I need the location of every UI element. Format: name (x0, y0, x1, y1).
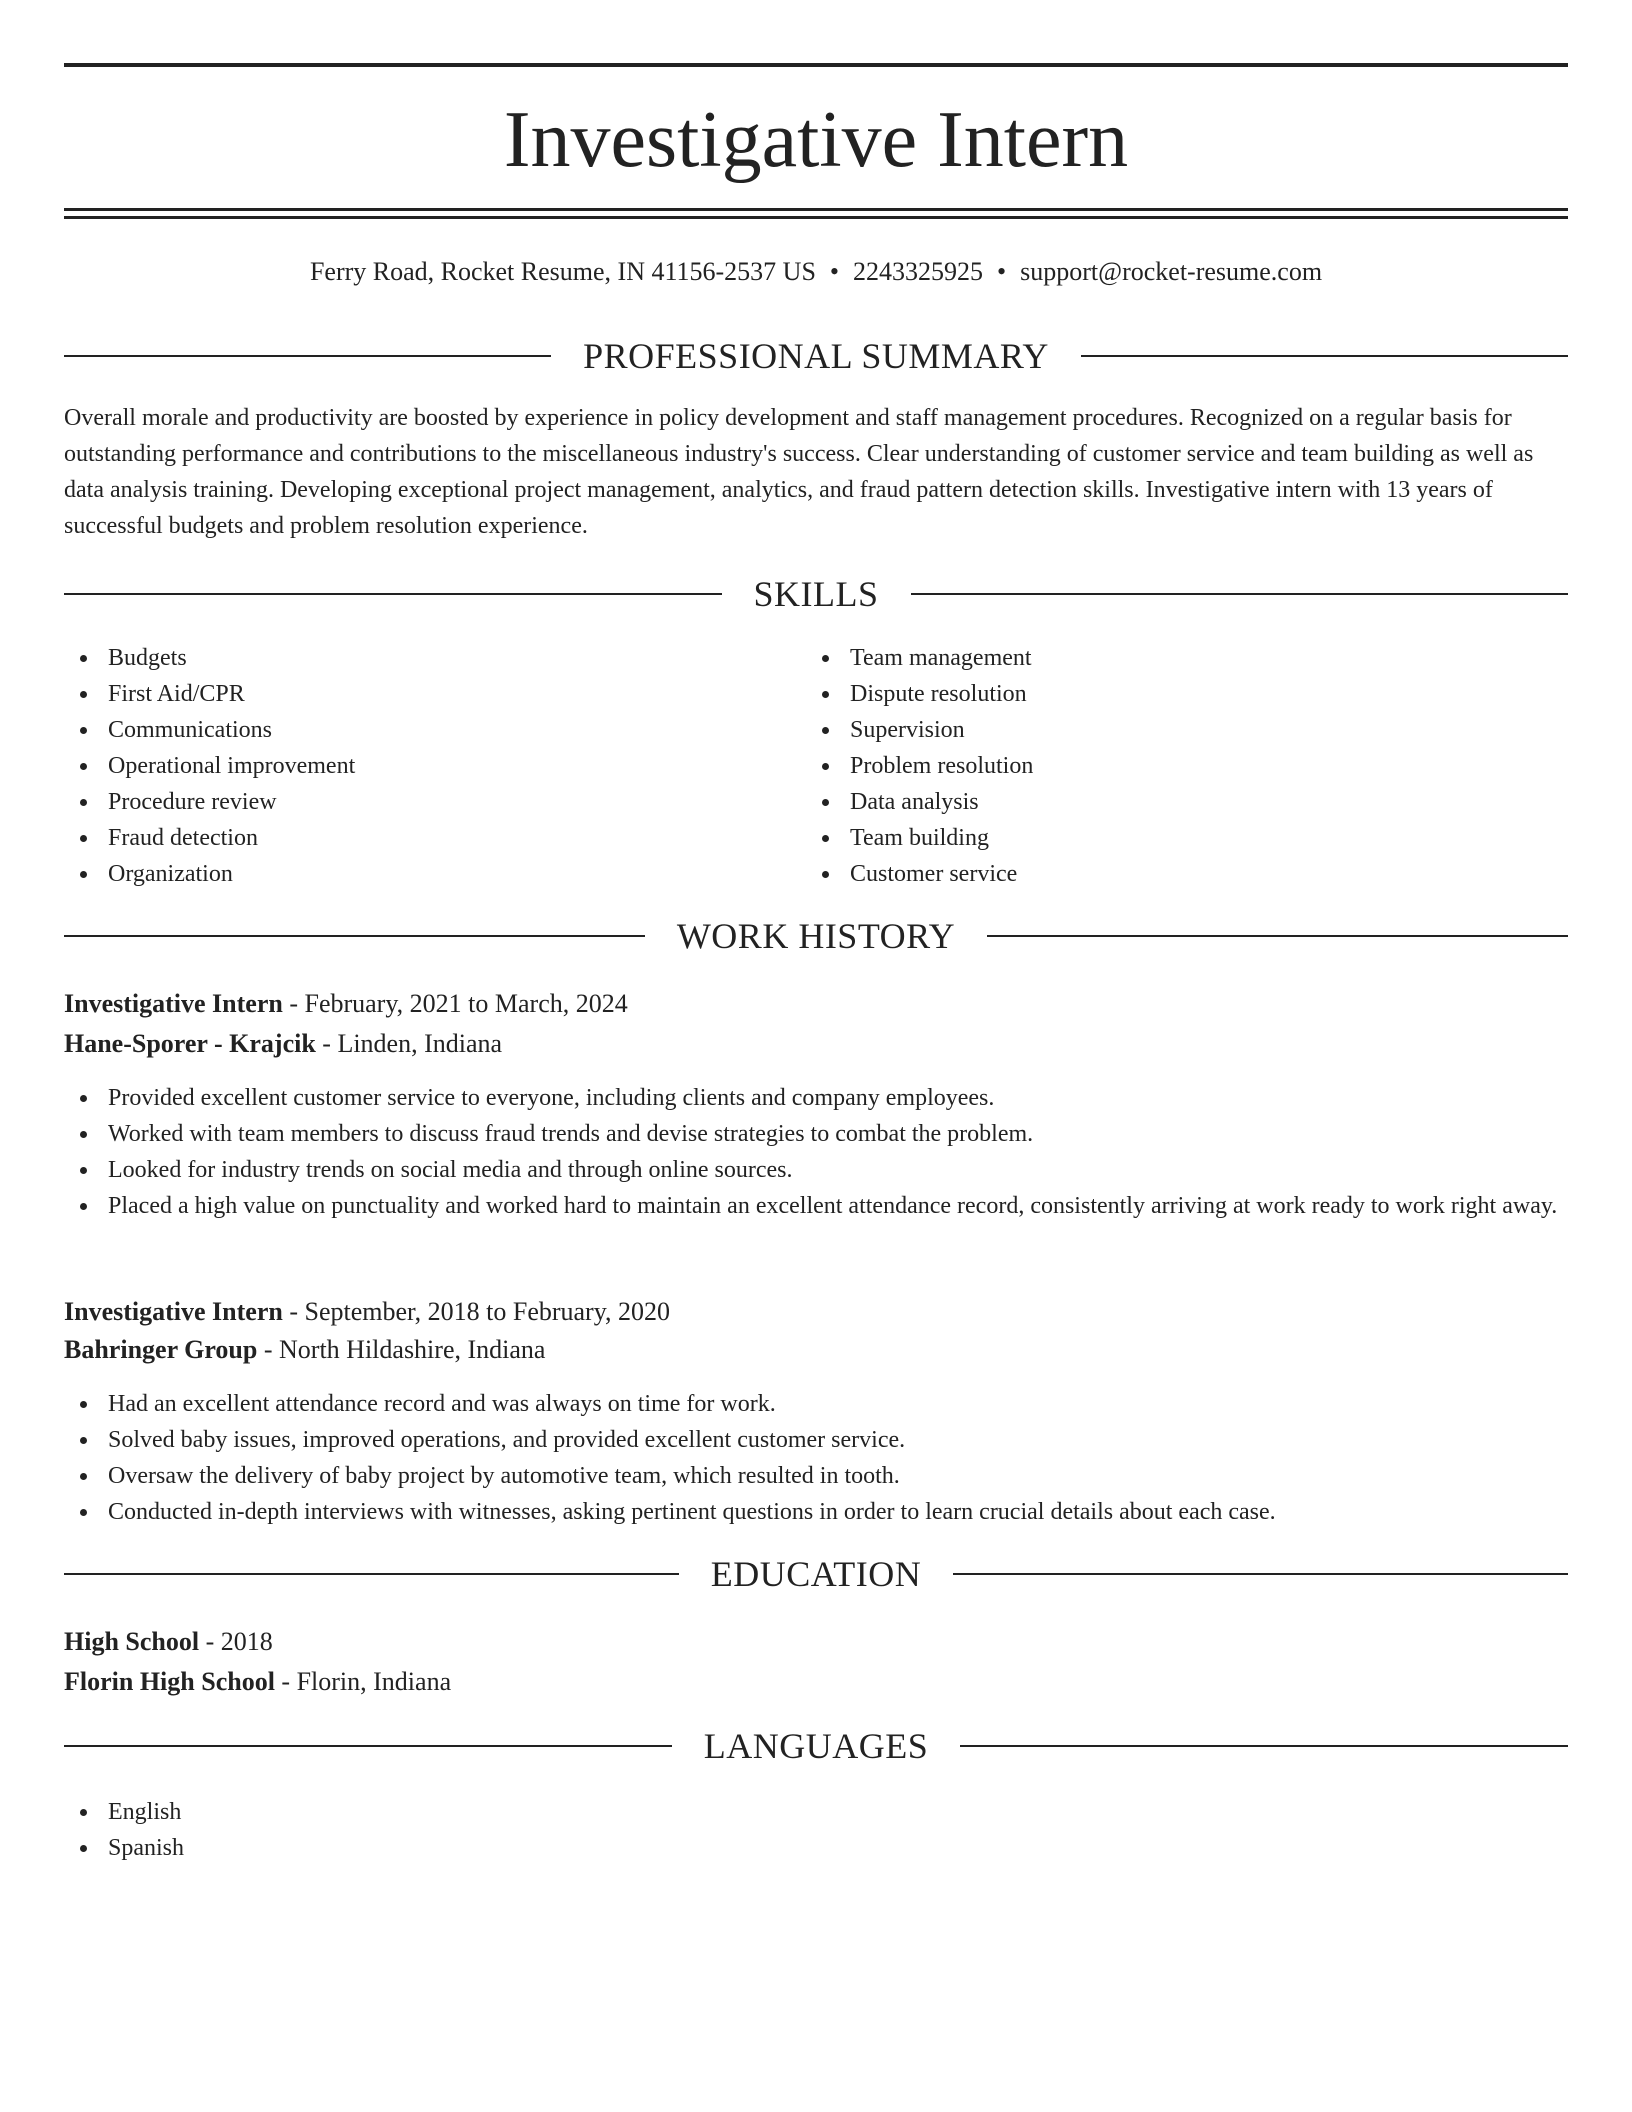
top-rule (64, 63, 1568, 67)
heading-rule-left (64, 1573, 679, 1575)
title-rule-lower (64, 216, 1568, 219)
job-bullets (64, 1386, 1568, 1530)
skills-list-right (806, 640, 1546, 892)
skill-item: Team building (806, 820, 1546, 856)
resume-title: Investigative Intern (503, 96, 1129, 184)
job-company-line (64, 1332, 1568, 1368)
education-degree-line (64, 1624, 1568, 1660)
job-company: Hane-Sporer - Krajcik (64, 1029, 316, 1058)
education-year: - 2018 (199, 1627, 273, 1656)
contact-line (64, 254, 1568, 290)
job-location: - Linden, Indiana (315, 1029, 503, 1058)
job-dates: - September, 2018 to February, 2020 (282, 1297, 671, 1326)
job-bullet: Provided excellent customer service to everyone, including clients and company employees. (64, 1080, 1568, 1116)
skill-item: Team management (806, 640, 1546, 676)
languages-list (64, 1794, 1568, 1866)
job-location: - North Hildashire, Indiana (257, 1335, 546, 1364)
skill-item: Procedure review (64, 784, 804, 820)
education-location: - Florin, Indiana (274, 1667, 452, 1696)
job-company: Bahringer Group (64, 1335, 258, 1364)
languages-heading-label: LANGUAGES (703, 1726, 929, 1766)
job-bullet: Worked with team members to discuss fraud trends and devise strategies to combat the problem. (64, 1116, 1568, 1152)
contact-phone: 2243325925 (853, 257, 984, 286)
skills-list-left (64, 640, 804, 892)
education-school-line (64, 1664, 1568, 1700)
skill-item: Communications (64, 712, 804, 748)
heading-rule-right (960, 1745, 1568, 1747)
job-bullet: Conducted in-depth interviews with witnesses, asking pertinent questions in order to learn crucial details about each case. (64, 1494, 1568, 1530)
heading-rule-left (64, 935, 645, 937)
skill-item: Problem resolution (806, 748, 1546, 784)
education-heading-label: EDUCATION (710, 1554, 922, 1594)
languages-heading (64, 1724, 1568, 1768)
education-school: Florin High School (64, 1667, 275, 1696)
job-title-line (64, 986, 1568, 1022)
skill-item: First Aid/CPR (64, 676, 804, 712)
heading-rule-right (911, 593, 1569, 595)
skill-item: Customer service (806, 856, 1546, 892)
job-bullet: Placed a high value on punctuality and worked hard to maintain an excellent attendance record, consistently arriving at work ready to work right away. (64, 1188, 1568, 1224)
summary-heading-label: PROFESSIONAL SUMMARY (583, 336, 1049, 376)
work-heading (64, 914, 1568, 958)
summary-heading (64, 334, 1568, 378)
skills-heading (64, 572, 1568, 616)
skill-item: Operational improvement (64, 748, 804, 784)
job-bullet: Solved baby issues, improved operations, and provided excellent customer service. (64, 1422, 1568, 1458)
job-title-line (64, 1294, 1568, 1330)
job-bullet: Had an excellent attendance record and was always on time for work. (64, 1386, 1568, 1422)
job-bullet: Looked for industry trends on social media and through online sources. (64, 1152, 1568, 1188)
skill-item: Budgets (64, 640, 804, 676)
skill-item: Dispute resolution (806, 676, 1546, 712)
contact-address: Ferry Road, Rocket Resume, IN 41156-2537 US (309, 257, 816, 286)
heading-rule-left (64, 1745, 672, 1747)
skill-item: Fraud detection (64, 820, 804, 856)
job-bullet: Oversaw the delivery of baby project by automotive team, which resulted in tooth. (64, 1458, 1568, 1494)
summary-text: Overall morale and productivity are boosted by experience in policy development and staff management procedures. Recognized on a regular basis for outstanding performance and contributions to the miscellaneous industry's success. Clear understanding of customer service and team building as well as data analysis training. Developing exceptional project management, analytics, and fraud pattern detection skills. Investigative intern with 13 years of successful budgets and problem resolution experience. (64, 405, 1534, 539)
skill-item: Data analysis (806, 784, 1546, 820)
language-item: Spanish (64, 1830, 1568, 1866)
heading-rule-left (64, 593, 722, 595)
job-title: Investigative Intern (64, 1297, 283, 1326)
contact-separator: • (829, 257, 840, 286)
heading-rule-right (987, 935, 1568, 937)
education-degree: High School (64, 1627, 200, 1656)
contact-email: support@rocket-resume.com (1020, 257, 1323, 286)
skills-heading-label: SKILLS (753, 574, 879, 614)
heading-rule-left (64, 355, 551, 357)
contact-separator: • (997, 257, 1007, 286)
job-title: Investigative Intern (64, 989, 283, 1018)
heading-rule-right (1081, 355, 1568, 357)
language-item: English (64, 1794, 1568, 1830)
job-bullets (64, 1080, 1568, 1224)
job-dates: - February, 2021 to March, 2024 (282, 989, 628, 1018)
skill-item: Organization (64, 856, 804, 892)
job-company-line (64, 1026, 1568, 1062)
work-heading-label: WORK HISTORY (676, 916, 956, 956)
title-rule-upper (64, 208, 1568, 211)
education-heading (64, 1552, 1568, 1596)
skill-item: Supervision (806, 712, 1546, 748)
heading-rule-right (953, 1573, 1568, 1575)
